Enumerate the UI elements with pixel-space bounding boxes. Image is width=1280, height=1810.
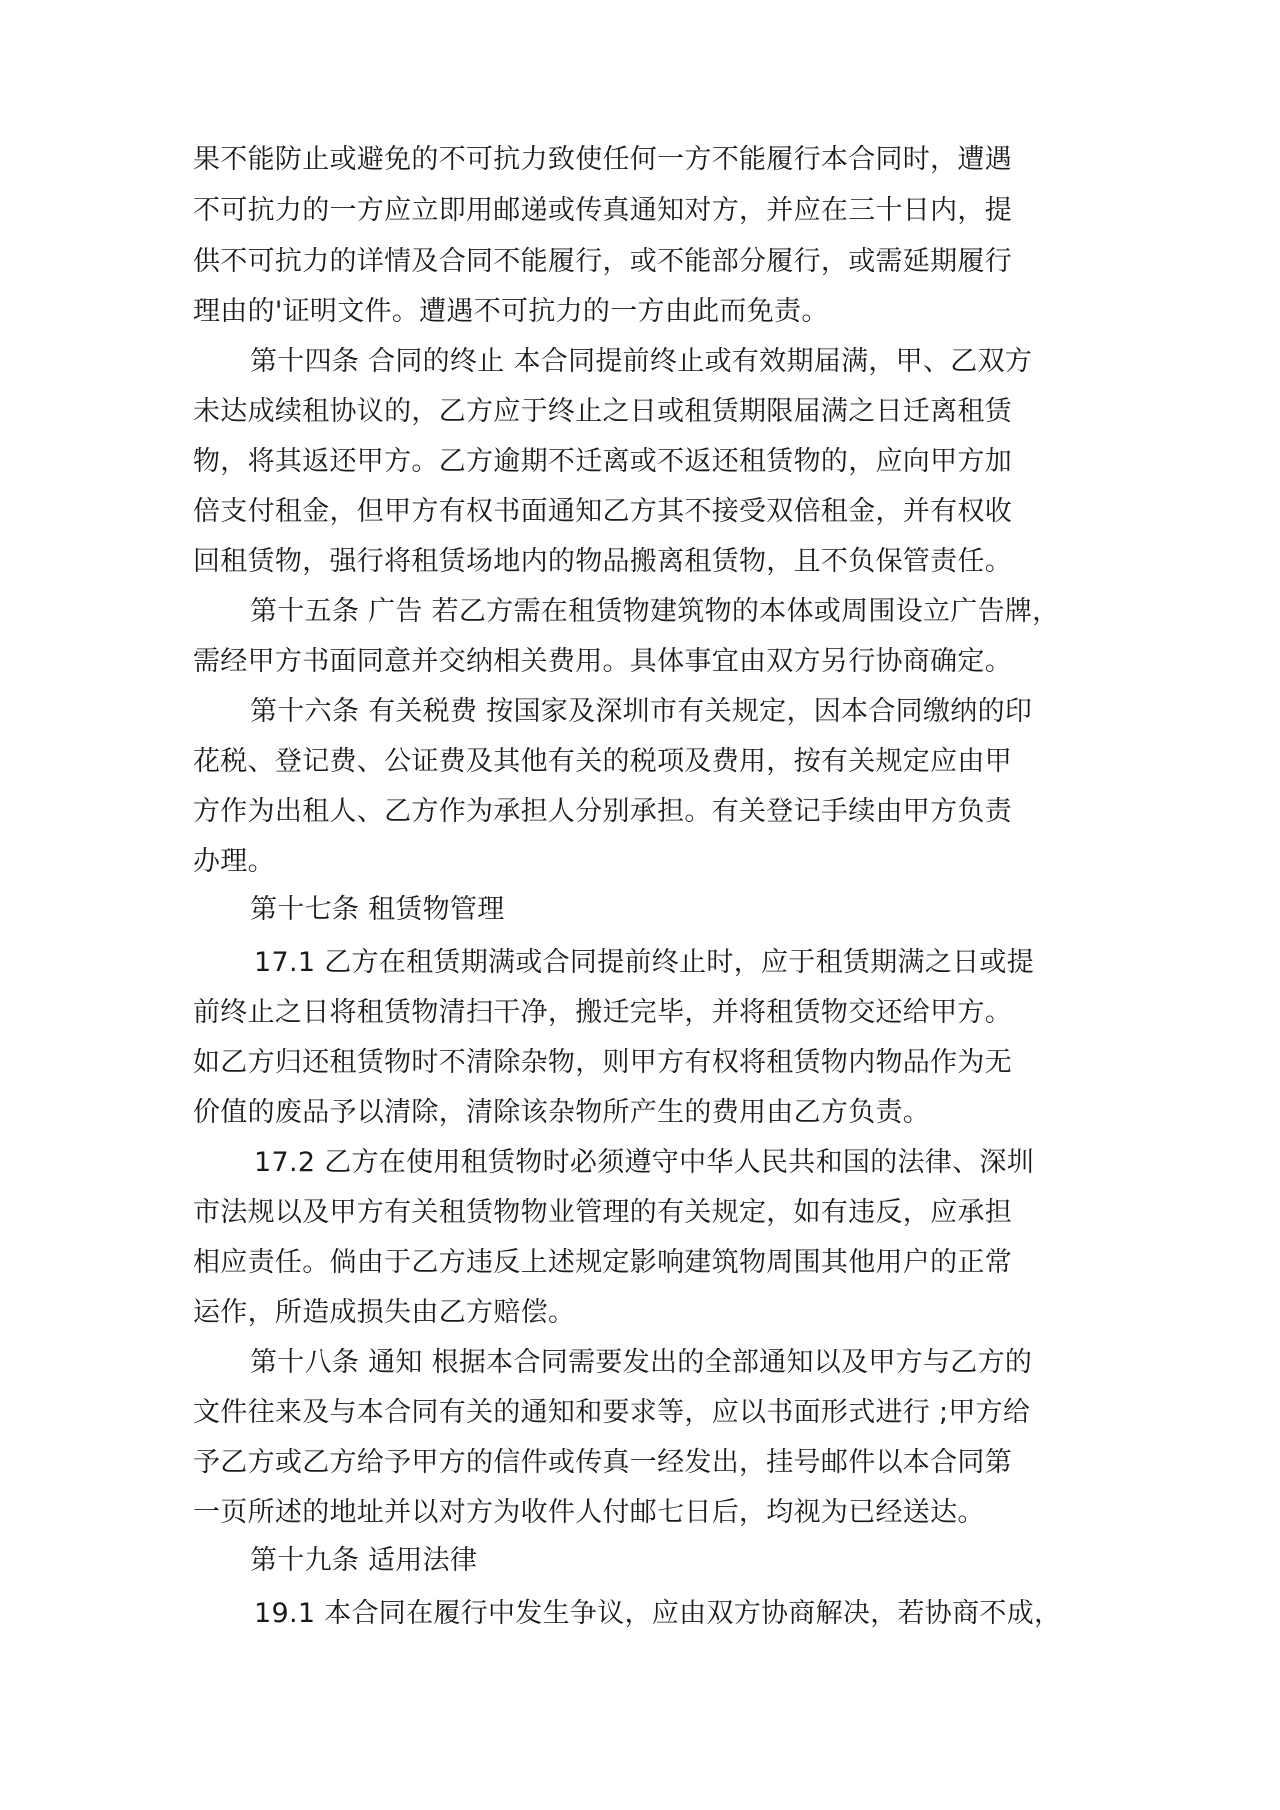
text-line: 文件往来及与本合同有关的通知和要求等，应以书面形式进行 ;甲方给 [193,1397,1031,1428]
text-line: 办理。 [193,846,275,877]
text-line: 方作为出租人、乙方作为承担人分别承担。有关登记手续由甲方负责 [193,796,1012,827]
text-line: 物，将其返还甲方。乙方逾期不迁离或不返还租赁物的，应向甲方加 [193,446,1012,477]
text-line: 17.2 乙方在使用租赁物时必须遵守中华人民共和国的法律、深圳 [254,1147,1034,1178]
text-line: 花税、登记费、公证费及其他有关的税项及费用，按有关规定应由甲 [193,746,1012,777]
text-line: 倍支付租金，但甲方有权书面通知乙方其不接受双倍租金，并有权收 [193,496,1012,527]
text-line: 前终止之日将租赁物清扫干净，搬迁完毕，并将租赁物交还给甲方。 [193,997,1012,1028]
text-line: 需经甲方书面同意并交纳相关费用。具体事宜由双方另行协商确定。 [193,646,1012,677]
text-line: 如乙方归还租赁物时不清除杂物，则甲方有权将租赁物内物品作为无 [193,1047,1012,1078]
text-line: 第十五条 广告 若乙方需在租赁物建筑物的本体或周围设立广告牌， [250,596,1060,627]
text-line: 一页所述的地址并以对方为收件人付邮七日后，均视为已经送达。 [193,1497,985,1528]
text-line: 市法规以及甲方有关租赁物物业管理的有关规定，如有违反，应承担 [193,1197,1012,1228]
text-line: 第十八条 通知 根据本合同需要发出的全部通知以及甲方与乙方的 [250,1347,1033,1378]
text-line: 第十七条 租赁物管理 [250,894,505,925]
text-line: 第十四条 合同的终止 本合同提前终止或有效期届满，甲、乙双方 [250,346,1033,377]
text-line: 价值的废品予以清除，清除该杂物所产生的费用由乙方负责。 [193,1097,931,1128]
text-line: 理由的'证明文件。遭遇不可抗力的一方由此而免责。 [193,296,829,327]
text-line: 19.1 本合同在履行中发生争议，应由双方协商解决，若协商不成， [254,1598,1062,1629]
text-line: 不可抗力的一方应立即用邮递或传真通知对方，并应在三十日内，提 [193,195,1012,226]
text-line: 第十九条 适用法律 [250,1545,478,1576]
text-line: 相应责任。倘由于乙方违反上述规定影响建筑物周围其他用户的正常 [193,1247,1012,1278]
text-line: 第十六条 有关税费 按国家及深圳市有关规定，因本合同缴纳的印 [250,696,1033,727]
text-line: 予乙方或乙方给予甲方的信件或传真一经发出，挂号邮件以本合同第 [193,1447,1012,1478]
text-line: 17.1 乙方在租赁期满或合同提前终止时，应于租赁期满之日或提 [254,947,1034,978]
text-line: 果不能防止或避免的不可抗力致使任何一方不能履行本合同时，遭遇 [193,144,1012,175]
text-line: 未达成续租协议的，乙方应于终止之日或租赁期限届满之日迁离租赁 [193,396,1012,427]
text-line: 供不可抗力的详情及合同不能履行，或不能部分履行，或需延期履行 [193,246,1012,277]
text-line: 回租赁物，强行将租赁场地内的物品搬离租赁物，且不负保管责任。 [193,546,1012,577]
text-line: 运作，所造成损失由乙方赔偿。 [193,1297,576,1328]
